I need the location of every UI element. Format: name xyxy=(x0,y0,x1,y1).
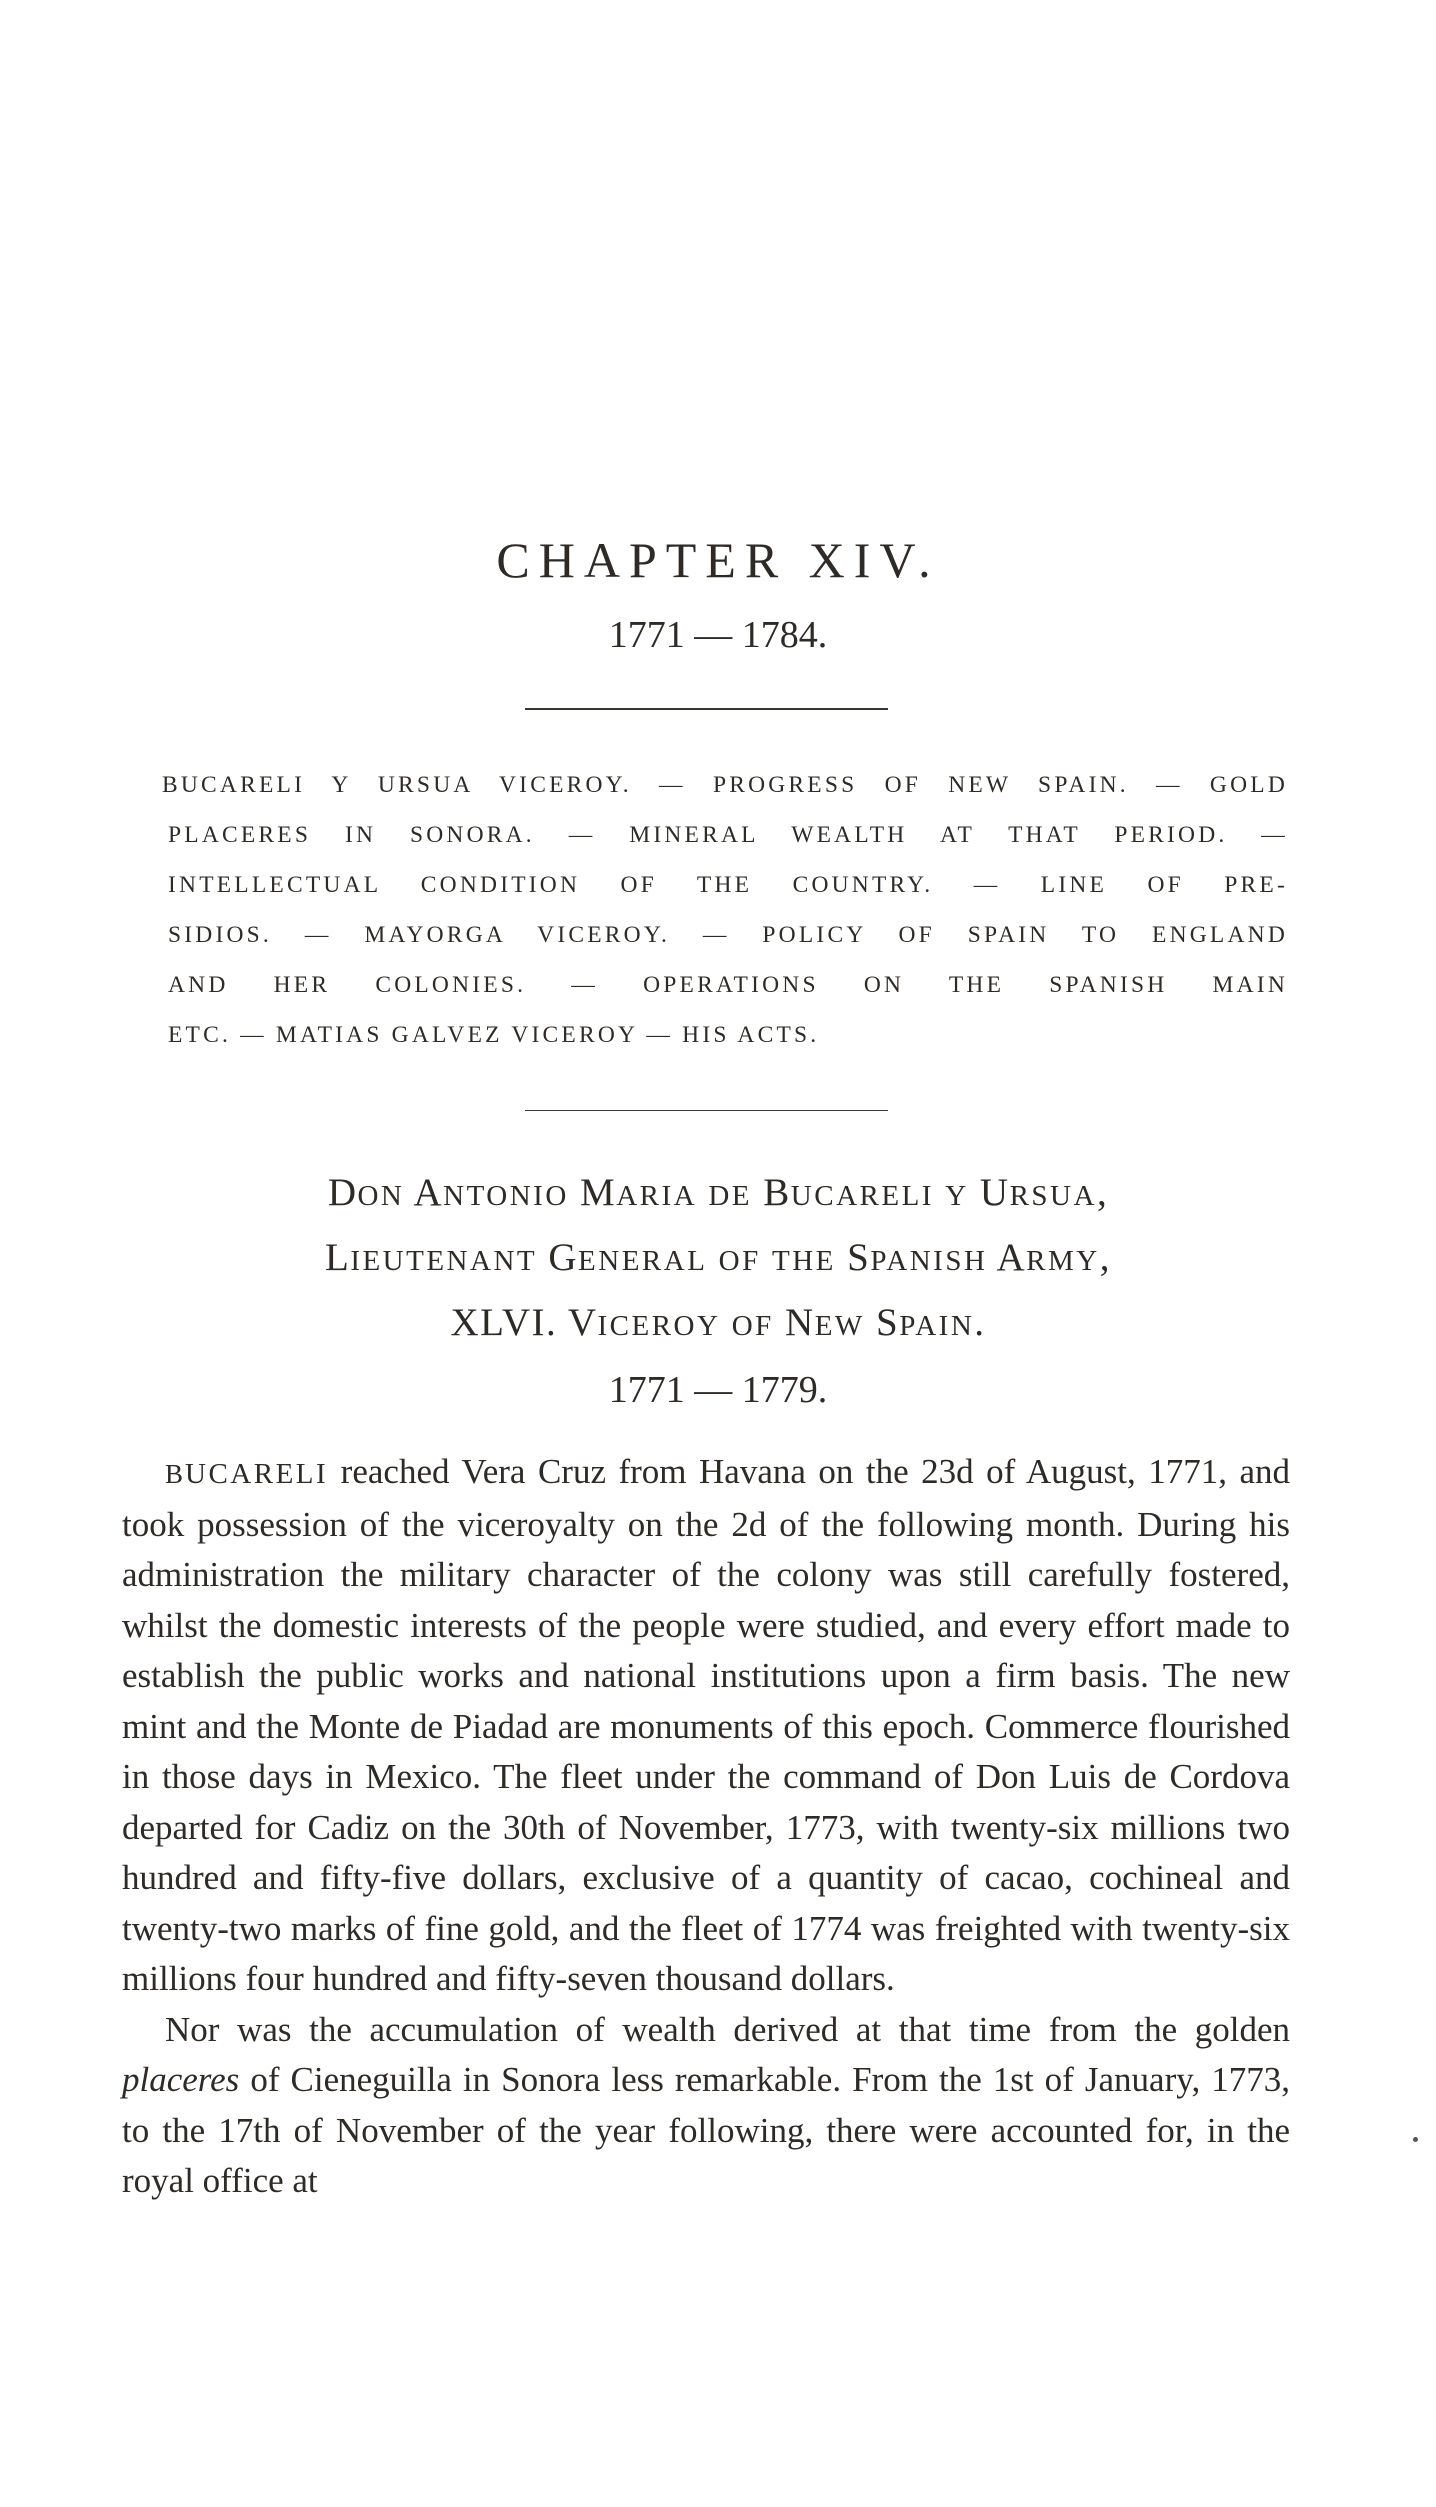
heading-dates: 1771 — 1779. xyxy=(608,1369,828,1411)
heading-line-3 xyxy=(0,1292,1436,1357)
body-text xyxy=(122,1447,1290,2207)
paragraph-2 xyxy=(122,2005,1290,2207)
bottom-divider xyxy=(525,1110,888,1111)
paragraph-1-text: reached Vera Cruz from Havana on the 23d of August, 1771, and took possession of the viceroyalty on the 2d of the following month. During his administration the military character of the colony was still carefully fostered, whilst the domestic interests of the people were studied, and every effort made to establish the public works and national institutions upon a firm basis. The new mint and the Monte de Piadad are monuments of this epoch. Commerce flourished in those days in Mexico. The fleet under the command of Don Luis de Cordova departed for Cadiz on the 30th of November, 1773, with twenty-six millions two hundred and fifty-five dollars, exclusive of a quantity of cacao, cochineal and twenty-two marks of fine gold, and the fleet of 1774 was freighted with twenty-six millions four hundred and fifty-seven thousand dollars. xyxy=(122,1452,1290,1998)
heading-text-3: XLVI. VICEROY OF NEW SPAIN. xyxy=(450,1301,986,1344)
chapter-dates: 1771 — 1784. xyxy=(608,614,828,656)
summary-line: BUCARELI Y URSUA VICEROY. — PROGRESS OF NEW SPAIN. — GOLD xyxy=(162,772,1288,798)
heading-text-2: LIEUTENANT GENERAL OF THE SPANISH ARMY, xyxy=(324,1236,1111,1279)
top-divider xyxy=(525,708,888,710)
heading-line-2 xyxy=(0,1227,1436,1292)
heading-line-1 xyxy=(0,1162,1436,1227)
summary-line: PLACERES IN SONORA. — MINERAL WEALTH AT THAT PERIOD. — xyxy=(168,822,1288,848)
viceroy-heading xyxy=(0,1162,1436,1421)
paragraph-2-text-b: of Cieneguilla in Sonora less remarkable. From the 1st of January, 1773, to the 17th of November of the year following, there were accounted for, in the royal office at xyxy=(122,2060,1290,2200)
chapter-title: CHAPTER XIV. xyxy=(496,532,940,588)
margin-mark xyxy=(1413,2137,1418,2142)
chapter-summary xyxy=(162,760,1288,1060)
paragraph-2-text-a: Nor was the accumulation of wealth derived at that time from the golden xyxy=(165,2009,1290,2049)
summary-line: AND HER COLONIES. — OPERATIONS ON THE SPANISH MAIN xyxy=(168,972,1288,998)
heading-text-1: DON ANTONIO MARIA DE BUCARELI Y URSUA, xyxy=(327,1171,1109,1214)
paragraph-2-italic: placeres xyxy=(122,2060,240,2099)
summary-line: SIDIOS. — MAYORGA VICEROY. — POLICY OF SPAIN TO ENGLAND xyxy=(168,922,1288,948)
summary-line: INTELLECTUAL CONDITION OF THE COUNTRY. — LINE OF PRE- xyxy=(168,872,1288,898)
paragraph-lead: BUCARELI xyxy=(165,1458,329,1490)
summary-line: ETC. — MATIAS GALVEZ VICEROY — HIS ACTS. xyxy=(168,1022,820,1048)
paragraph-1 xyxy=(122,1447,1290,2005)
